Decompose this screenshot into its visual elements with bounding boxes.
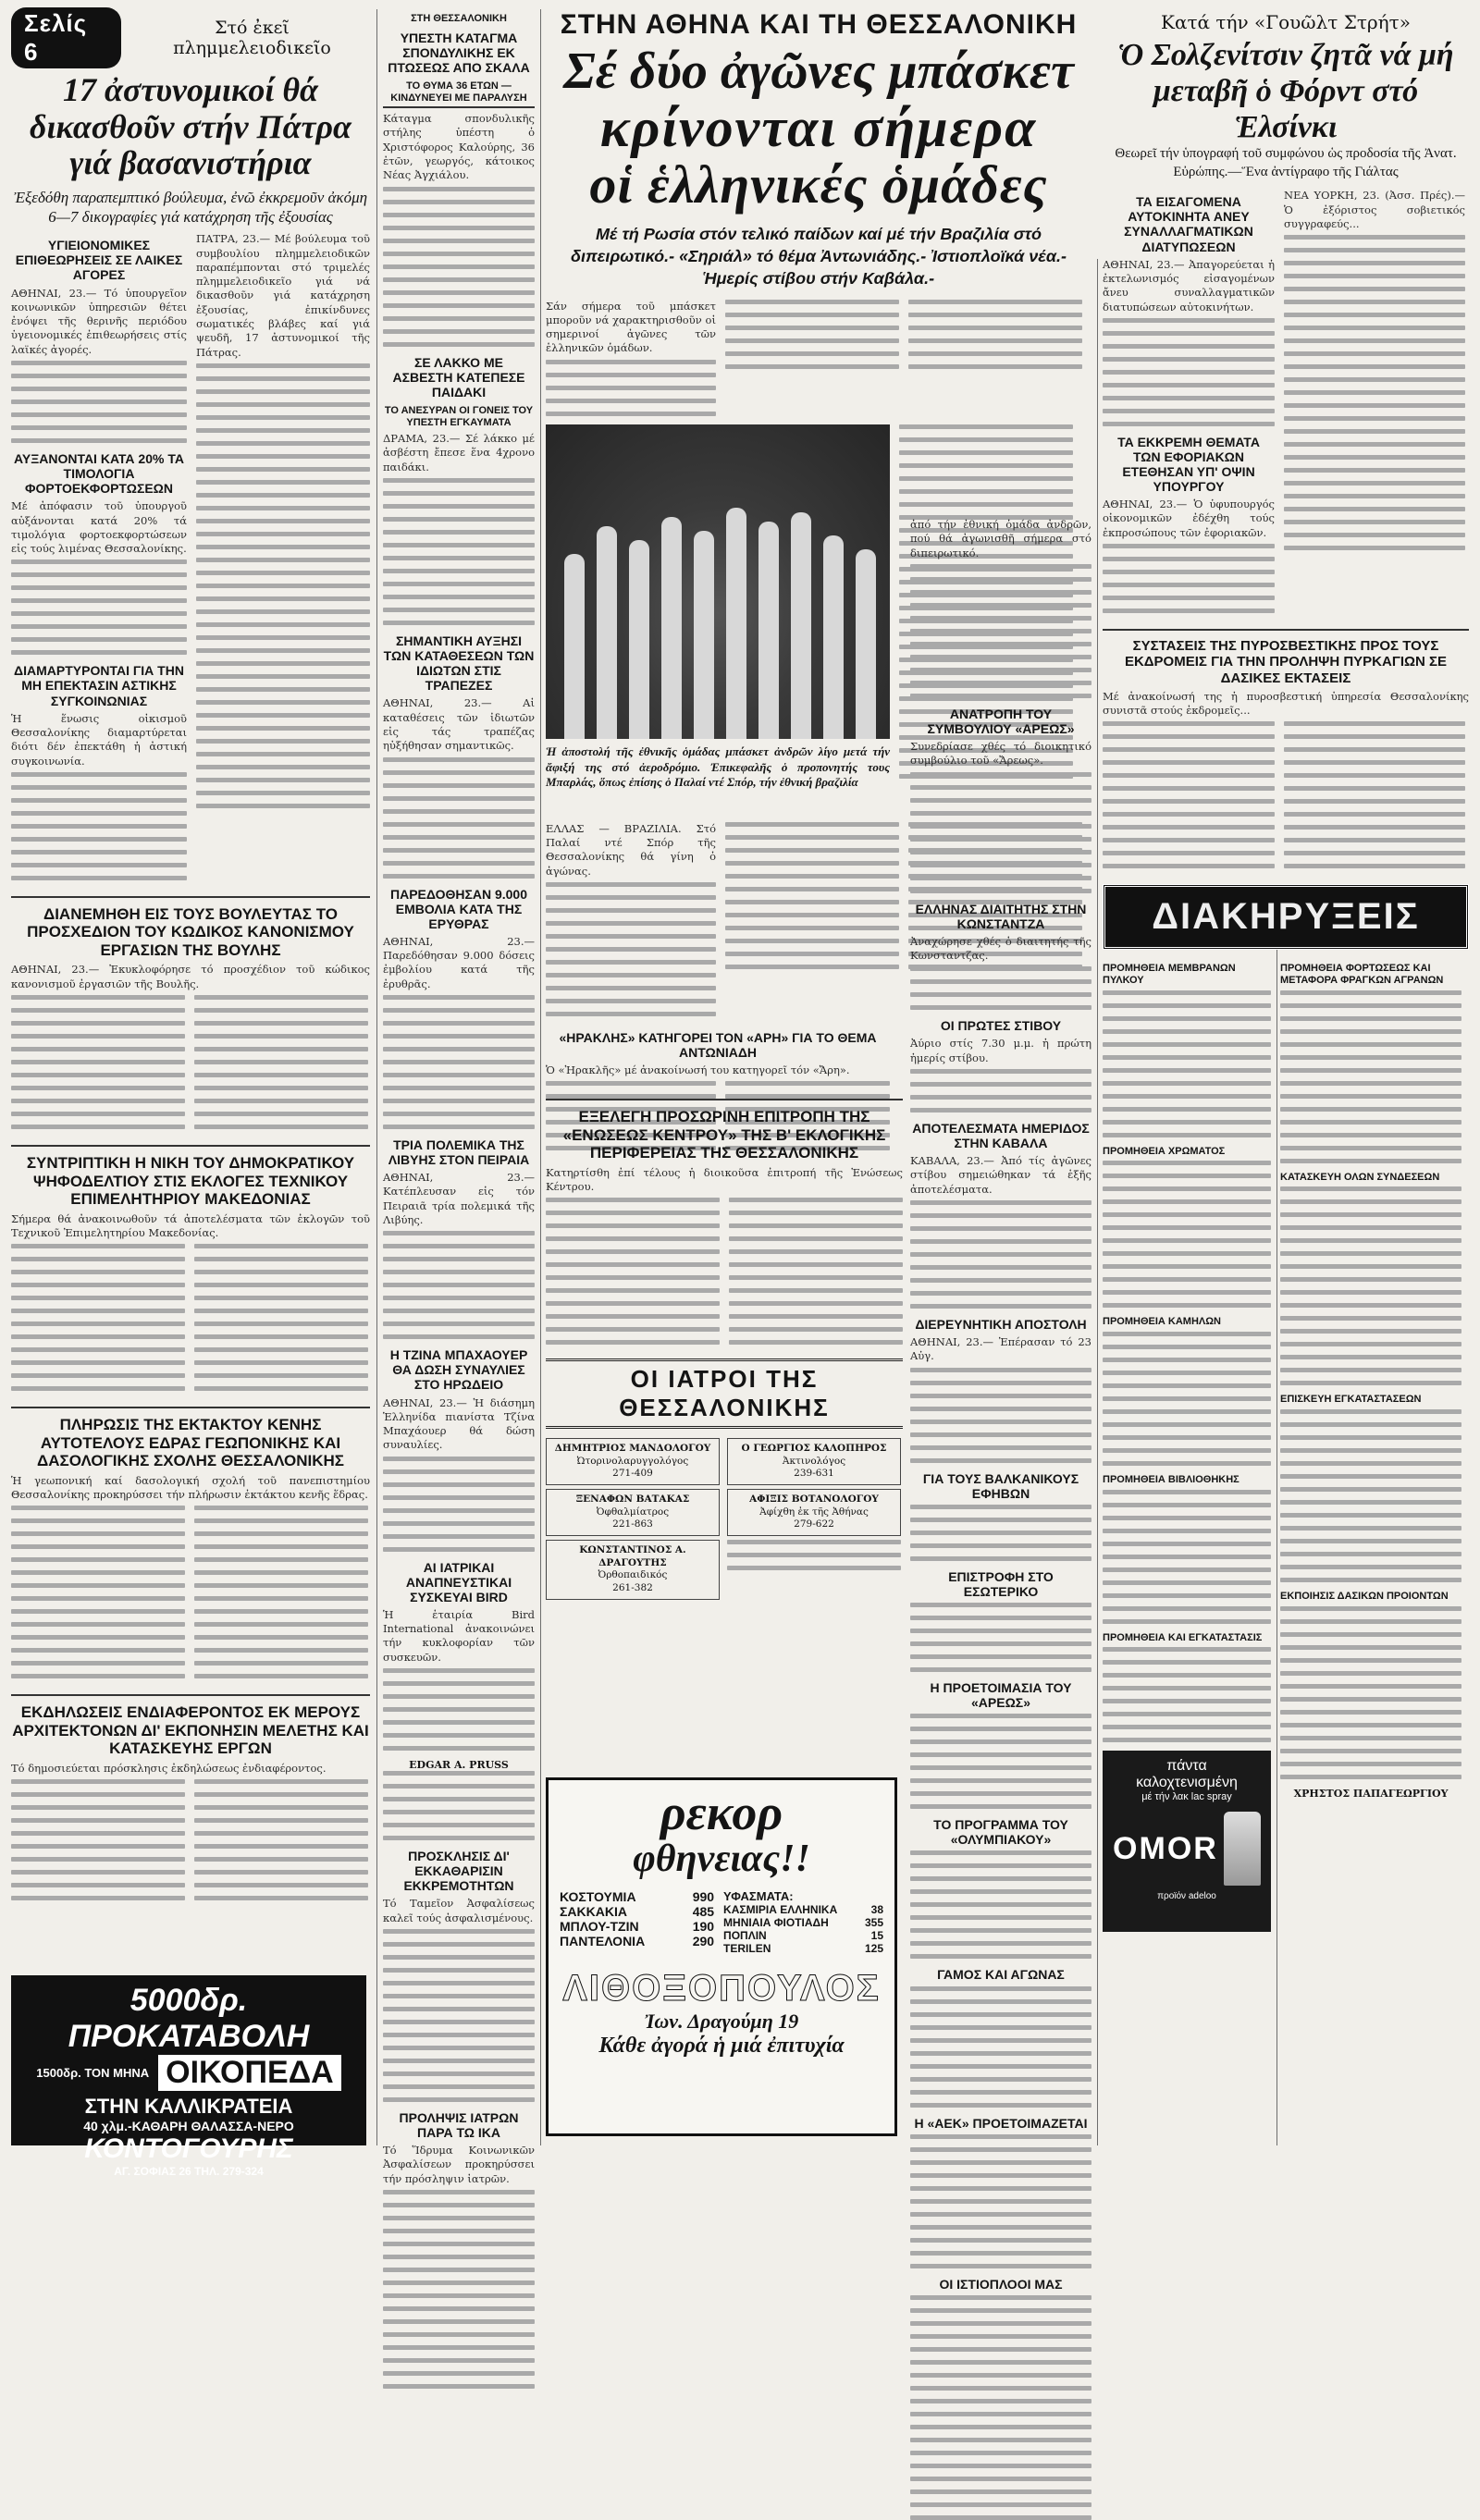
ad-omor-line2: καλοχτενισμένη: [1136, 1775, 1238, 1791]
article-text-block: [910, 1200, 1092, 1309]
doctor-phone: 221-863: [612, 1518, 653, 1530]
doctor-specialty: Ὀρθοπαιδικός: [598, 1569, 668, 1581]
deck-solzhenitsyn: Θεωρεῖ τήν ὑπογραφή τοῦ συμφώνου ὡς προδοσία τῆς Ἀνατ. Εὐρώπης.—Ἕνα ἀντίγραφο τῆς Γιάλτας: [1115, 146, 1457, 179]
doctor-phone: 239-631: [794, 1468, 834, 1480]
article-text-block: [1280, 1186, 1462, 1385]
doctor-phone: 271-409: [612, 1468, 653, 1480]
article-text-block: [1284, 721, 1465, 877]
ad-rekor-title: ρεκορ: [660, 1785, 783, 1840]
doctor-specialty: Ἀφίχθη ἐκ τῆς Ἀθήνας: [759, 1506, 869, 1518]
deck-patra: Ἐξεδόθη παραπεμπτικό βούλευμα, ἐνῶ ἐκκρεμοῦν ἀκόμη 6—7 δικογραφίες γιά κατάχρηση τῆς ἐξουσίας: [13, 188, 368, 227]
text-protes-stivou: Ἀύριο στίς 7.30 μ.μ. ἡ πρώτη ἡμερίς στίβου.: [910, 1037, 1092, 1064]
headline-ygeionomikes: ΥΓΙΕΙΟΝΟΜΙΚΕΣ ΕΠΙΘΕΩΡΗΣΕΙΣ ΣΕ ΛΑΙΚΕΣ ΑΓΟΡΕΣ: [15, 238, 183, 283]
ad-address-kontogouris: ΑΓ. ΣΟΦΙΑΣ 26 ΤΗΛ. 279-324: [114, 2165, 264, 2178]
article-text-block: [11, 361, 187, 443]
headline-istioploi: ΟΙ ΙΣΤΙΟΠΛΟΟΙ ΜΑΣ: [939, 2276, 1063, 2292]
ad-line-prokataboli: 5000δρ. ΠΡΟΚΑΤΑΒΟΛΗ: [68, 1983, 310, 2054]
divider: [11, 896, 370, 898]
article-text-block: [1280, 990, 1462, 1163]
headline-iraklis: «ΗΡΑΚΛΗΣ» ΚΑΤΗΓΟΡΕΙ ΤΟΝ «ΑΡΗ» ΓΙΑ ΤΟ ΘΕΜΑ ΑΝΤΩΝΙΑΔΗ: [559, 1029, 877, 1060]
ad-omor-footer: προϊόν adeloo: [1157, 1891, 1216, 1902]
column-rule: [1097, 259, 1098, 2145]
headline-systaseis: ΣΥΣΤΑΣΕΙΣ ΤΗΣ ΠΥΡΟΣΒΕΣΤΙΚΗΣ ΠΡΟΣ ΤΟΥΣ ΕΚΔΡΟΜΕΙΣ ΓΙΑ ΤΗΝ ΠΡΟΛΗΨΗ ΠΥΡΚΑΓΙΩΝ ΣΕ ΔΑΣΙΚΕΣ ΕΚΤΑΣΕΙΣ: [1124, 638, 1448, 686]
iatroi-right-list: [727, 1434, 901, 1603]
ad-omor-line3b: lac spray: [1190, 1791, 1232, 1803]
headline-solzhenitsyn: Ὁ Σολζενίτσιν ζητᾶ νά μή μεταβῆ ὁ Φόρντ στό Ἑλσίνκι: [1117, 38, 1454, 145]
item-price: 485: [692, 1904, 715, 1920]
divider: [1103, 629, 1469, 631]
article-text-block: [910, 2134, 1092, 2268]
signature-papageorgiou: ΧΡΗΣΤΟΣ ΠΑΠΑΓΕΩΡΓΙΟΥ: [1293, 1787, 1449, 1800]
headline-auxanontai: ΑΥΞΑΝΟΝΤΑΙ ΚΑΤΑ 20% ΤΑ ΤΙΜΟΛΟΓΙΑ ΦΟΡΤΟΕΚΦΟΡΤΩΣΕΩΝ: [14, 450, 184, 497]
text-prolipsis: Τό Ἵδρυμα Κοινωνικῶν Ἀσφαλίσεων προκηρύσσει τήν πρόσληψιν ἰατρῶν.: [383, 2144, 535, 2185]
article-text-block: [11, 995, 185, 1137]
article-text-block: [383, 995, 535, 1129]
article-text-block: [1103, 1490, 1271, 1624]
item-name: ΚΟΣΤΟΥΜΙΑ: [560, 1889, 636, 1905]
sports-briefs-column: [910, 518, 1092, 2292]
price-row: [560, 1919, 714, 1934]
article-text-block: [1103, 544, 1275, 613]
doctor-specialty: Ὠτορινολαρυγγολόγος: [576, 1455, 689, 1467]
headline-apotelesmata: ΑΠΟΤΕΛΕΣΜΑΤΑ ΗΜΕΡΙΔΟΣ ΣΤΗΝ ΚΑΒΑΛΑ: [912, 1121, 1090, 1151]
text-iraklis: Ὁ «Ἡρακλῆς» μέ ἀνακοίνωσή του κατηγορεῖ τόν «Ἄρη».: [546, 1063, 850, 1077]
text-polemika: ΑΘΗΝΑΙ, 23.— Κατέπλευσαν εἰς τόν Πειραιᾶ τρία πολεμικά τῆς Λιβύης.: [383, 1171, 535, 1226]
article-text-block: [725, 300, 899, 369]
headline-dianemithi: ΔΙΑΝΕΜΗΘΗ ΕΙΣ ΤΟΥΣ ΒΟΥΛΕΥΤΑΣ ΤΟ ΠΡΟΣΧΕΔΙΟΝ ΤΟΥ ΚΩΔΙΚΟΣ ΚΑΝΟΝΙΣΜΟΥ ΕΡΓΑΣΙΩΝ ΤΗΣ ΒΟΥΛΗΣ: [27, 904, 354, 959]
item-price: 15: [870, 1929, 883, 1943]
headline-prosklisis: ΠΡΟΣΚΛΗΣΙΣ ΔΙ' ΕΚΚΑΘΑΡΙΣΙΝ ΕΚΚΡΕΜΟΤΗΤΩΝ: [403, 1849, 514, 1894]
headline-basket-line3: οἱ ἑλληνικές ὁμάδες: [589, 154, 1048, 215]
article-text-block: [910, 564, 1092, 698]
text-exelegi: Κατηρτίσθη ἐπί τέλους ἡ διοικοῦσα ἐπιτροπή τῆς Ἑνώσεως Κέντρου.: [546, 1165, 903, 1193]
article-text-block: [1103, 1647, 1271, 1742]
text-tzina: ΑΘΗΝΑΙ, 23.— Ἡ διάσημη Ἑλληνίδα πιανίστα Τζίνα Μπαχάουερ θά δώση συναυλίες.: [383, 1395, 535, 1452]
ad-line-thalassa: 40 χλμ.-ΚΑΘΑΡΗ ΘΑΛΑΣΣΑ-ΝΕΡΟ: [83, 2119, 294, 2133]
article-text-block: [11, 1779, 185, 1909]
article-text-block: [383, 478, 535, 625]
notice-heading: ΠΡΟΜΗΘΕΙΑ ΚΑΜΗΛΩΝ: [1103, 1316, 1221, 1328]
doctor-entry: [546, 1438, 720, 1485]
text-syntriptiki: Σήμερα θά ἀνακοινωθοῦν τά ἀποτελέσματα τῶν ἐκλογῶν τοῦ Τεχνικοῦ Ἐπιμελητηρίου Μακεδονίας.: [11, 1211, 370, 1239]
article-text-block: [1280, 1409, 1462, 1582]
headline-tzina: Η ΤΖΙΝΑ ΜΠΑΧΑΟΥΕΡ ΘΑ ΔΩΣΗ ΣΥΝΑΥΛΙΕΣ ΣΤΟ ΗΡΩΔΕΙΟ: [389, 1347, 528, 1393]
doctor-entry: [546, 1489, 720, 1536]
ad-omor-line3: μέ τήν λακ: [1141, 1791, 1189, 1803]
headline-aek: Η «ΑΕΚ» ΠΡΟΕΤΟΙΜΑΖΕΤΑΙ: [914, 2115, 1088, 2131]
headline-syntriptiki: ΣΥΝΤΡΙΠΤΙΚΗ Η ΝΙΚΗ ΤΟΥ ΔΗΜΟΚΡΑΤΙΚΟΥ ΨΗΦΟΔΕΛΤΙΟΥ ΣΤΙΣ ΕΚΛΟΓΕΣ ΤΕΧΝΙΚΟΥ ΕΠΙΜΕΛΗΤΗΡΙΟΥ ΜΑΚΕΔΟΝΙΑΣ: [26, 1153, 355, 1209]
headline-proetoimasia-areos: Η ΠΡΟΕΤΟΙΜΑΣΙΑ ΤΟΥ «ΑΡΕΩΣ»: [930, 1680, 1072, 1711]
article-text-block: [910, 1505, 1092, 1561]
item-price: 290: [692, 1934, 715, 1949]
text-ellinas-diaititis: Ἀναχώρησε χθές ὁ διαιτητής τῆς Κωνσταντζας.: [910, 934, 1092, 963]
notice-heading: ΠΡΟΜΗΘΕΙΑ ΦΟΡΤΩΣΕΩΣ ΚΑΙ ΜΕΤΑΦΟΡΑ ΦΡΑΓΚΩΝ ΑΓΡΑΝΩΝ: [1280, 963, 1444, 986]
article-text-block: [383, 757, 535, 879]
fabrics-heading: ΥΦΑΣΜΑΤΑ:: [723, 1889, 794, 1904]
iatroi-left-list: [546, 1434, 720, 1603]
ad-kontogouris: [11, 1975, 366, 2178]
item-price: 190: [692, 1919, 715, 1935]
article-text-block: [383, 1771, 535, 1840]
article-text-block: [910, 2295, 1092, 2520]
ad-rekor: [546, 1777, 897, 2136]
article-text-block: [383, 2190, 535, 2389]
article-text-block: [910, 966, 1092, 1010]
article-text-block: [910, 772, 1092, 893]
headline-polemika: ΤΡΙΑ ΠΟΛΕΜΙΚΑ ΤΗΣ ΛΙΒΥΗΣ ΣΤΟΝ ΠΕΙΡΑΙΑ: [388, 1137, 530, 1168]
notice-heading: ΠΡΟΜΗΘΕΙΑ ΜΕΜΒΡΑΝΩΝ ΠΥΛΚΟΥ: [1103, 963, 1236, 986]
headline-exelegi: ΕΞΕΛΕΓΗ ΠΡΟΣΩΡΙΝΗ ΕΠΙΤΡΟΠΗ ΤΗΣ «ΕΝΩΣΕΩΣ ΚΕΝΤΡΟΥ» ΤΗΣ Β' ΕΚΛΟΓΙΚΗΣ ΠΕΡΙΦΕΡΕΙΑΣ ΤΗΣ ΘΕΣΣΑΛΟΝΙΚΗΣ: [562, 1108, 886, 1162]
notices-right: [1280, 957, 1462, 1932]
notice-heading: ΠΡΟΜΗΘΕΙΑ ΒΙΒΛΙΟΘΗΚΗΣ: [1103, 1473, 1240, 1485]
diakiryxeis-banner: ΔΙΑΚΗΡΥΞΕΙΣ: [1103, 884, 1469, 950]
ad-rekor-brand: ΛΙΘΟΞΟΠΟΥΛΟΣ: [562, 1968, 881, 2010]
doctor-name: Ο ΓΕΩΡΓΙΟΣ ΚΑΛΟΠΗΡΟΣ: [741, 1443, 887, 1455]
article-text-block: [11, 772, 187, 880]
text-eisagomena: ΑΘΗΝΑΙ, 23.— Ἀπαγορεύεται ἡ ἐκτελωνισμός εἰσαγομένων ἄνευ συναλλαγματικῶν διατυπώσεων αὐτοκινήτων.: [1103, 257, 1275, 313]
article-text-block: [546, 1198, 720, 1353]
photo-block: [546, 424, 890, 822]
item-price: 38: [870, 1903, 883, 1917]
article-text-block: [729, 1198, 903, 1353]
notice-heading: ΕΠΙΣΚΕΥΗ ΕΓΚΑΤΑΣΤΑΣΕΩΝ: [1280, 1394, 1422, 1406]
doctor-specialty: Ὀφθαλμίατρος: [596, 1506, 670, 1518]
text-iatrikai: Ἡ ἑταιρία Bird International ἀνακοινώνει τήν κυκλοφορίαν τῶν συσκευῶν.: [383, 1607, 535, 1664]
article-text-block: [1103, 1161, 1271, 1308]
item-price: 355: [864, 1916, 883, 1930]
divider: [11, 1407, 370, 1408]
ad-rekor-address: Ἰων. Δραγούμη 19: [644, 2010, 799, 2034]
price-row: [723, 1942, 883, 1955]
column-rule: [540, 9, 541, 2145]
headline-paredothisan: ΠΑΡΕΔΟΘΗΣΑΝ 9.000 ΕΜΒΟΛΙΑ ΚΑΤΑ ΤΗΣ ΕΡΥΘΡΑΣ: [389, 886, 528, 931]
item-name: ΠΟΠΛΙΝ: [723, 1929, 767, 1943]
team-photo: [546, 424, 890, 739]
article-text-block: [194, 1506, 368, 1687]
kicker-patra: Στό ἐκεῖ πλημμελειοδικεῖο: [173, 18, 331, 58]
ad-rekor-subtitle: φθηνειας!!: [633, 1838, 810, 1880]
article-text-block: [546, 882, 716, 1016]
text-ekkremi: ΑΘΗΝΑΙ, 23.— Ὁ ὑφυπουργός οἰκονομικῶν ἐδέχθη τούς ἐκπροσώπους τῶν ἐφοριακῶν.: [1103, 498, 1275, 539]
headline-basket-line2: κρίνονται σήμερα: [599, 96, 1038, 158]
article-text-block: [194, 1779, 368, 1909]
item-name: TERILEN: [723, 1942, 771, 1956]
item-price: 990: [692, 1889, 715, 1905]
divider: [11, 1145, 370, 1147]
item-name: ΜΗΝΙΑΙΑ ΦΙΟΤΙΑΔΗ: [723, 1916, 829, 1930]
kicker-thessaloniki: ΣΤΗ ΘΕΣΣΑΛΟΝΙΚΗ: [411, 13, 507, 24]
headline-gamos: ΓΑΜΟΣ ΚΑΙ ΑΓΩΝΑΣ: [937, 1967, 1065, 1983]
article-text-block: [383, 1457, 535, 1552]
price-row: [723, 1916, 883, 1929]
text-dianemithi: ΑΘΗΝΑΙ, 23.— Ἐκυκλοφόρησε τό προσχέδιον τοῦ κώδικος κανονισμοῦ ἐργασιῶν τῆς Βουλῆς.: [11, 963, 370, 990]
text-paredothisan: ΑΘΗΝΑΙ, 23.— Παρεδόθησαν 9.000 δόσεις ἐμβολίου κατά τῆς ἐρυθρᾶς.: [383, 934, 535, 990]
headline-ekkremi: ΤΑ ΕΚΚΡΕΜΗ ΘΕΜΑΤΑ ΤΩΝ ΕΦΟΡΙΑΚΩΝ ΕΤΕΘΗΣΑΝ ΥΠ' ΟΨΙΝ ΥΠΟΥΡΓΟΥ: [1117, 434, 1260, 495]
headline-auxisi: ΣΗΜΑΝΤΙΚΗ ΑΥΞΗΣΙ ΤΩΝ ΚΑΤΑΘΕΣΕΩΝ ΤΩΝ ΙΔΙΩΤΩΝ ΣΤΙΣ ΤΡΑΠΕΖΕΣ: [383, 633, 535, 694]
headline-eisagomena: ΤΑ ΕΙΣΑΓΟΜΕΝΑ ΑΥΤΟΚΙΝΗΤΑ ΑΝΕΥ ΣΥΝΑΛΛΑΓΜΑΤΙΚΩΝ ΔΙΑΤΥΠΩΣΕΩΝ: [1124, 194, 1253, 254]
notice-heading: ΚΑΤΑΣΚΕΥΗ ΟΛΩΝ ΣΥΝΔΕΣΕΩΝ: [1280, 1171, 1440, 1183]
article-text-block: [910, 1714, 1092, 1809]
article-text-block: [546, 360, 716, 416]
center-lower-block: [546, 1091, 903, 2145]
text-ethniki: ἀπό τήν ἐθνική ὁμάδα ἀνδρῶν, πού θά ἀγωνισθῆ σήμερα στό διπειρωτικό.: [910, 518, 1092, 559]
text-patra-lead: ΠΑΤΡΑ, 23.— Μέ βούλευμα τοῦ συμβουλίου πλημμελειοδικῶν παραπέμπονται στό τριμελές πλημμελειοδικεῖο γιά νά δικασθοῦν γιά κατάχρηση ἐξουσίας, ἐπικίνδυνες σωματικές βλάβες καί γιά ψευδῆ, 17 ἀστυνομικοί τῆς Πάτρας.: [196, 232, 370, 359]
article-text-block: [908, 300, 1082, 369]
text-basket-lead: Σάν σήμερα τοῦ μπάσκετ μποροῦν νά χαρακτηρισθοῦν οἱ σημερινοί ἀγῶνες τῶν ἑλληνικῶν ὁμάδων.: [546, 299, 716, 355]
second-column: [383, 7, 535, 2185]
text-ygeionomikes: ΑΘΗΝΑΙ, 23.— Τό ὑπουργεῖον κοινωνικῶν ὑπηρεσιῶν θέτει ἐνόψει τῆς θερινῆς περιόδου ὑγειονομικές ἐπιθεωρήσεις στίς λαϊκές ἀγορές.: [11, 286, 187, 356]
ad-omor: [1103, 1751, 1271, 1932]
text-auxanontai: Μέ ἀπόφασιν τοῦ ὑπουργοῦ αὐξάνονται κατά 20% τά τιμολόγια φορτοεκφορτώσεων εἰς τούς λιμένας Θεσσαλονίκης.: [11, 499, 187, 556]
article-text-block: [910, 1603, 1092, 1672]
headline-ekdiloseis: ΕΚΔΗΛΩΣΕΙΣ ΕΝΔΙΑΦΕΡΟΝΤΟΣ ΕΚ ΜΕΡΟΥΣ ΑΡΧΙΤΕΚΤΟΝΩΝ ΔΙ' ΕΚΠΟΝΗΣΙΝ ΜΕΛΕΤΗΣ ΚΑΙ ΚΑΤΑΣΚΕΥΗΣ ΕΡΓΩΝ: [12, 1703, 369, 1758]
article-text-block: [11, 559, 187, 655]
price-row: [560, 1904, 714, 1919]
doctor-name: ΔΗΜΗΤΡΙΟΣ ΜΑΝΔΟΛΟΓΟΥ: [554, 1443, 711, 1455]
ad-rekor-clothes: [560, 1889, 714, 1955]
doctor-phone: 261-382: [612, 1581, 653, 1593]
divider: [11, 1694, 370, 1696]
ad-brand-kontogouris: ΚΟΝΤΟΓΟΥΡΗΣ: [84, 2133, 293, 2164]
text-systaseis: Μέ ἀνακοίνωσή της ἡ πυροσβεστική ὑπηρεσία Θεσσαλονίκης συνιστᾶ στούς ἐκδρομεῖς...: [1103, 689, 1469, 718]
ad-rekor-slogan: Κάθε ἀγορά ἡ μιά ἐπιτυχία: [598, 2034, 845, 2059]
ad-omor-brand: OMOR: [1113, 1831, 1218, 1866]
ad-rekor-fabrics: [723, 1889, 883, 1955]
headline-anatropi: ΑΝΑΤΡΟΠΗ ΤΟΥ ΣΥΜΒΟΥΛΙΟΥ «ΑΡΕΩΣ»: [927, 706, 1075, 736]
notice-heading: ΠΡΟΜΗΘΕΙΑ ΧΡΩΜΑΤΟΣ: [1103, 1145, 1226, 1157]
article-text-block: [910, 1850, 1092, 1959]
item-name: ΠΑΝΤΕΛΟΝΙΑ: [560, 1934, 646, 1949]
doctor-entry: [727, 1438, 901, 1485]
right-column: [1103, 7, 1469, 2144]
headline-diamartyrontai: ΔΙΑΜΑΡΤΥΡΟΝΤΑΙ ΓΙΑ ΤΗΝ ΜΗ ΕΠΕΚΤΑΣΙΝ ΑΣΤΙΚΗΣ ΣΥΓΚΟΙΝΩΝΙΑΣ: [14, 663, 184, 708]
price-row: [723, 1903, 883, 1916]
article-text-block: [1103, 990, 1271, 1137]
doctor-entry: [546, 1540, 720, 1600]
signature-pruss: EDGAR A. PRUSS: [409, 1759, 509, 1772]
text-apotelesmata: ΚΑΒΑΛΑ, 23.— Ἀπό τίς ἀγῶνες στίβου σημειώθηκαν τά ἑξῆς ἀποτελέσματα.: [910, 1154, 1092, 1196]
deck-basket: Μέ τή Ρωσία στόν τελικό παίδων καί μέ τήν Βραζιλία στό διπειρωτικό.- «Σηριάλ» τό θέμα Ἀντωνιάδης.- Ἰστιοπλοϊκά νέα.- Ἡμερίς στίβου στήν Καβάλα.-: [570, 224, 1067, 289]
column-rule: [376, 9, 377, 2145]
doctor-phone: 279-622: [794, 1518, 834, 1530]
article-text-block: [11, 1506, 185, 1687]
headline-iatroi: ΟΙ ΙΑΤΡΟΙ ΤΗΣ ΘΕΣΣΑΛΟΝΙΚΗΣ: [546, 1358, 903, 1429]
text-basket-body: ΕΛΛΑΣ — ΒΡΑΖΙΛΙΑ. Στό Παλαί ντέ Σπόρ τῆς Θεσσαλονίκης θά γίνη ὁ ἀγώνας.: [546, 821, 716, 878]
left-column: [11, 7, 370, 2178]
article-text-block: [1103, 318, 1275, 426]
headline-ypesti: ΥΠΕΣΤΗ ΚΑΤΑΓΜΑ ΣΠΟΝΔΥΛΙΚΗΣ ΕΚ ΠΤΩΣΕΩΣ ΑΠΟ ΣΚΑΛΑ: [388, 30, 530, 75]
headline-lakko: ΣΕ ΛΑΚΚΟ ΜΕ ΑΣΒΕΣΤΗ ΚΑΤΕΠΕΣΕ ΠΑΙΔΑΚΙ: [392, 354, 525, 400]
headline-prolipsis: ΠΡΟΛΗΨΙΣ ΙΑΤΡΩΝ ΠΑΡΑ ΤΩ ΙΚΑ: [399, 2109, 519, 2140]
article-text-block: [1284, 235, 1465, 550]
doctor-name: ΚΩΝΣΤΑΝΤΙΝΟΣ Α. ΔΡΑΓΟΥΤΗΣ: [579, 1544, 686, 1568]
subhead-lakko: ΤΟ ΑΝΕΣΥΡΑΝ ΟΙ ΓΟΝΕΙΣ ΤΟΥ ΥΠΕΣΤΗ ΕΓΚΑΥΜΑΤΑ: [384, 404, 534, 428]
divider: [546, 1099, 903, 1100]
notices-left: [1103, 957, 1271, 1932]
article-text-block: [196, 363, 370, 808]
doctor-specialty: Ἀκτινολόγος: [782, 1455, 846, 1467]
headline-patra: 17 ἀστυνομικοί θά δικασθοῦν στήν Πάτρα γιά βασανιστήρια: [30, 71, 352, 182]
doctor-name: ΞΕΝΑΦΩΝ ΒΑΤΑΚΑΣ: [575, 1494, 690, 1506]
article-text-block: [383, 1929, 535, 2102]
headline-basket: [546, 44, 1092, 214]
headline-plirosis: ΠΛΗΡΩΣΙΣ ΤΗΣ ΕΚΤΑΚΤΟΥ ΚΕΝΗΣ ΑΥΤΟΤΕΛΟΥΣ ΕΔΡΑΣ ΓΕΩΠΟΝΙΚΗΣ ΚΑΙ ΔΑΣΟΛΟΓΙΚΗΣ ΣΧΟΛΗΣ ΘΕΣΣΑΛΟΝΙΚΗΣ: [37, 1416, 344, 1470]
article-text-block: [1103, 1332, 1271, 1466]
headline-basket-line1: Σέ δύο ἀγῶνες μπάσκετ: [563, 43, 1074, 100]
text-auxisi: ΑΘΗΝΑΙ, 23.— Αἱ καταθέσεις τῶν ἰδιωτῶν εἰς τάς τραπέζας ηὐξήθησαν σημαντικῶς.: [383, 696, 535, 753]
ad-line-kallikrateia: ΣΤΗΝ ΚΑΛΛΙΚΡΑΤΕΙΑ: [84, 2095, 293, 2118]
headline-dierevnitiki: ΔΙΕΡΕΥΝΗΤΙΚΗ ΑΠΟΣΤΟΛΗ: [915, 1317, 1087, 1333]
text-prosklisis: Τό Ταμεῖον Ἀσφαλίσεως καλεῖ τούς ἀσφαλισμένους.: [383, 1897, 535, 1924]
doctor-entry: [727, 1489, 901, 1536]
article-text-block: [910, 1069, 1092, 1112]
item-name: ΚΑΣΜΙΡΙΑ ΕΛΛΗΝΙΚΑ: [723, 1903, 838, 1917]
spray-can-icon: [1224, 1812, 1261, 1886]
doctor-name: ΑΦΙΞΙΣ ΒΟΤΑΝΟΛΟΓΟΥ: [749, 1494, 879, 1506]
headline-epistrofi: ΕΠΙΣΤΡΟΦΗ ΣΤΟ ΕΣΩΤΕΡΙΚΟ: [948, 1568, 1054, 1599]
price-row: [723, 1929, 883, 1942]
article-text-block: [725, 822, 899, 969]
item-name: ΜΠΛΟΥ-ΤΖΙΝ: [560, 1919, 639, 1935]
headline-olympiakou: ΤΟ ΠΡΟΓΡΑΜΜΑ ΤΟΥ «ΟΛΥΜΠΙΑΚΟΥ»: [933, 1817, 1068, 1848]
subhead-ypesti: ΤΟ ΘΥΜΑ 36 ΕΤΩΝ — ΚΙΝΔΥΝΕΥΕΙ ΜΕ ΠΑΡΑΛΥΣΗ: [383, 80, 535, 108]
price-row: [560, 1934, 714, 1948]
section-logo: Σελίς 6: [11, 7, 121, 68]
article-text-block: [727, 1540, 901, 1570]
text-lakko: ΔΡΑΜΑ, 23.— Σέ λάκκο μέ ἀσβέστη ἔπεσε ἕνα 4χρονο παιδάκι.: [383, 432, 535, 473]
text-nea-yorki: ΝΕΑ ΥΟΡΚΗ, 23. (Ἀσσ. Πρές).— Ὁ ἐξόριστος σοβιετικός συγγραφεύς...: [1284, 189, 1465, 230]
article-text-block: [1103, 721, 1275, 877]
headline-protes-stivou: ΟΙ ΠΡΩΤΕΣ ΣΤΙΒΟΥ: [940, 1018, 1062, 1034]
kicker-athina-thessaloniki: ΣΤΗΝ ΑΘΗΝΑ ΚΑΙ ΤΗ ΘΕΣΣΑΛΟΝΙΚΗ: [560, 9, 1078, 40]
notice-heading: ΕΚΠΟΙΗΣΙΣ ΔΑΣΙΚΩΝ ΠΡΟΙΟΝΤΩΝ: [1280, 1590, 1449, 1602]
text-dierevnitiki: ΑΘΗΝΑΙ, 23.— Ἐπέρασαν τό 23 Αὐγ.: [910, 1335, 1092, 1363]
article-text-block: [194, 1244, 368, 1399]
text-diamartyrontai: Ἡ ἕνωσις οἰκισμοῦ Θεσσαλονίκης διαμαρτύρεται διότι δέν ἐπεκτάθη ἡ ἀστική συγκοινωνία.: [11, 711, 187, 768]
item-name: ΣΑΚΚΑΚΙΑ: [560, 1904, 627, 1920]
article-text-block: [383, 187, 535, 347]
price-row: [560, 1889, 714, 1904]
kicker-wall-street: Κατά τήν «Γουῶλτ Στρήτ»: [1161, 11, 1411, 33]
text-anatropi: Συνεδρίασε χθές τό διοικητικό συμβούλιο τοῦ «Ἄρεως».: [910, 740, 1092, 768]
article-text-block: [1280, 1606, 1462, 1779]
article-text-block: [11, 1244, 185, 1399]
text-ypesti: Κάταγμα σπονδυλικῆς στήλης ὑπέστη ὁ Χριστόφορος Καλούρης, 36 ἐτῶν, γεωργός, κάτοικος Νέας Ἀγχιάλου.: [383, 112, 535, 182]
article-text-block: [910, 1368, 1092, 1463]
text-plirosis: Ἡ γεωπονική καί δασολογική σχολή τοῦ πανεπιστημίου Θεσσαλονίκης προκηρύσσει τήν πλήρωσιν ἐκτάκτου κενῆς ἕδρας.: [11, 1473, 370, 1502]
photo-caption: Ἡ ἀποστολή τῆς ἐθνικῆς ὁμάδας μπάσκετ ἀνδρῶν λίγο μετά τήν ἄφιξή της στό ἀεροδρόμιο. Ἐπικεφαλῆς ὁ προπονητής τους Μπαρλάς, ὅπως ἐπίσης ὁ Παλαί ντέ Σπόρ, τήν ἐθνική βραζιλία: [546, 744, 890, 790]
article-text-block: [910, 1986, 1092, 2108]
ad-omor-line1: πάντα: [1166, 1758, 1207, 1775]
article-text-block: [194, 995, 368, 1137]
notice-heading: ΠΡΟΜΗΘΕΙΑ ΚΑΙ ΕΓΚΑΤΑΣΤΑΣΙΣ: [1103, 1631, 1263, 1643]
article-text-block: [383, 1668, 535, 1751]
headline-iatrikai: ΑΙ ΙΑΤΡΙΚΑΙ ΑΝΑΠΝΕΥΣΤΙΚΑΙ ΣΥΣΚΕΥΑΙ BIRD: [405, 1559, 512, 1604]
article-text-block: [383, 1231, 535, 1339]
headline-valkanikous: ΓΙΑ ΤΟΥΣ ΒΑΛΚΑΝΙΚΟΥΣ ΕΦΗΒΩΝ: [922, 1470, 1079, 1501]
headline-ellinas-diaititis: ΕΛΛΗΝΑΣ ΔΙΑΙΤΗΤΗΣ ΣΤΗΝ ΚΩΝΣΤΑΝΤΖΑ: [915, 901, 1087, 931]
item-price: 125: [864, 1942, 883, 1956]
ad-line-oikopeda: ΟΙΚΟΠΕΔΑ: [158, 2055, 341, 2091]
text-ekdiloseis: Τό δημοσιεύεται πρόσκλησις ἐκδηλώσεως ἐνδιαφέροντος.: [11, 1762, 327, 1776]
ad-line-minas: 1500δρ. ΤΟΝ ΜΗΝΑ: [36, 2066, 150, 2080]
